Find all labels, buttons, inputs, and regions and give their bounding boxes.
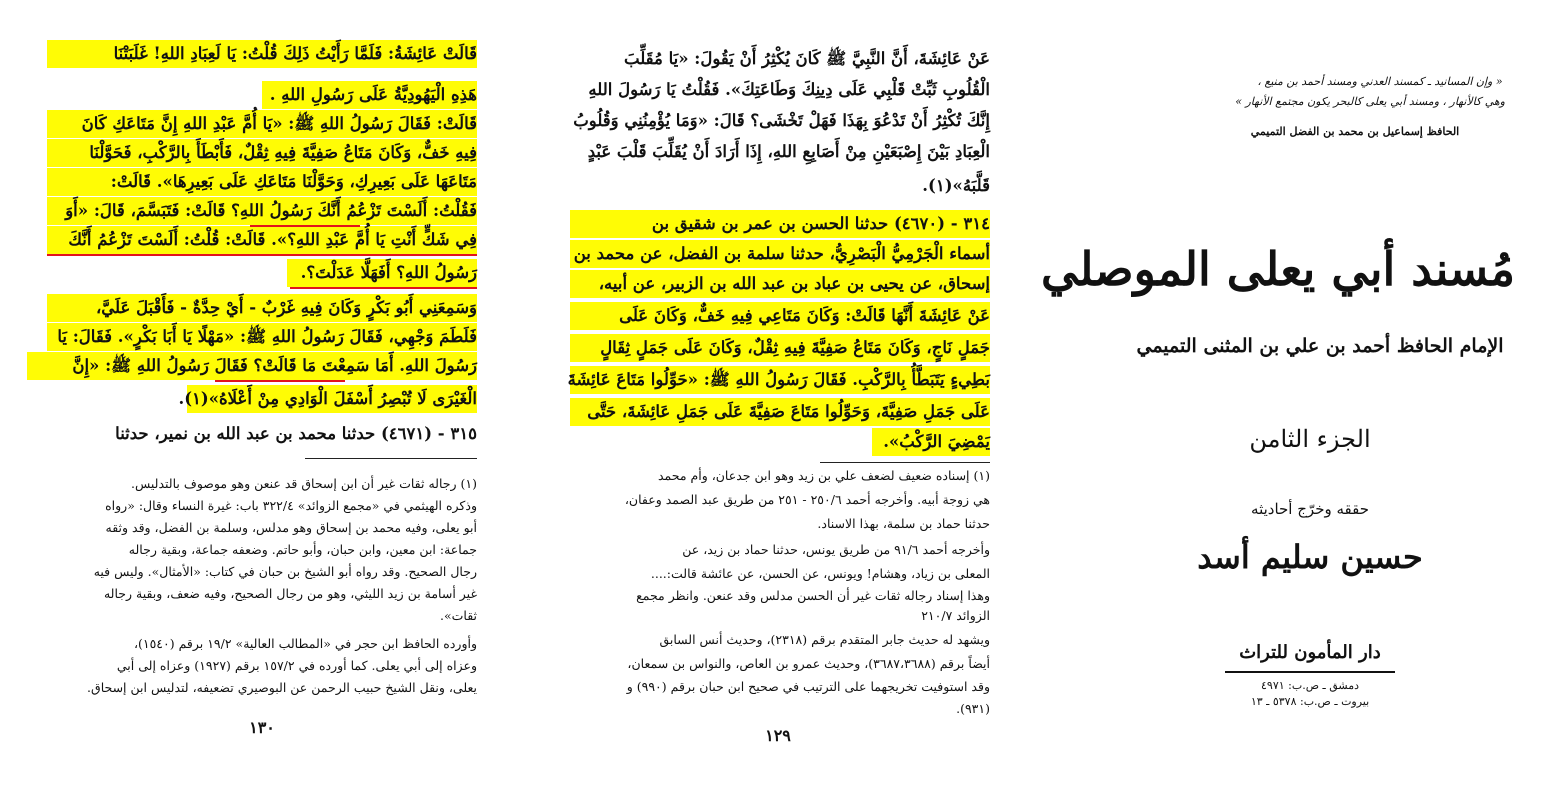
footnote-line: ويشهد له حديث جابر المتقدم برقم (٢٣١٨)، وحديث أنس السابق — [659, 632, 990, 647]
page-130 — [0, 0, 520, 797]
publisher-address: دمشق ـ ص.ب: ٤٩٧١ — [1261, 679, 1359, 692]
publisher-rule — [1225, 671, 1395, 673]
title-page — [1040, 0, 1556, 797]
page-number: ١٢٩ — [765, 726, 791, 745]
text-line: قَلَّبَهُ»(١). — [922, 176, 990, 195]
page-129 — [520, 0, 1045, 797]
text-line: الْغَيْرَى لَا تُبْصِرُ أَسْفَلَ الْوَادِي مِنْ أَعْلَاهُ»(١). — [187, 385, 477, 413]
footnote-line: وعزاه إلى أبي يعلى. كما أورده في ١٥٧/٢ برقم (١٩٢٧) وعزاه إلى أبي — [116, 658, 477, 673]
footnote-line: وقد استوفيت تخريجهما على الترتيب في صحيح ابن حبان برقم (٩٩٠) و — [626, 679, 990, 694]
footnote-line: أبو يعلى، وفيه محمد بن إسحاق وهو مدلس، وسلمة بن الفضل، وقد وثقه — [105, 520, 477, 535]
text-line: فَقُلْتُ: أَلَسْتَ تَزْعُمُ أَنَّكَ رَسُولُ اللهِ؟ قَالَتْ: فَتَبَسَّمَ، قَالَ: «أَوَ — [47, 197, 477, 225]
footnote-line: (١) رجاله ثقات غير أن ابن إسحاق قد عنعن وهو موصوف بالتدليس. — [130, 476, 477, 491]
publisher-name: دار المأمون للتراث — [1239, 642, 1381, 663]
tahqiq-label: حققه وخرّج أحاديثه — [1251, 500, 1369, 518]
editor-name: حسين سليم أسد — [1197, 538, 1423, 576]
imam-name: الإمام الحافظ أحمد بن علي بن المثنى التميمي — [1136, 335, 1504, 357]
footnote-line: (٩٣١). — [956, 701, 990, 716]
text-line: فِي شَكٍّ أَنْتِ يَا أُمَّ عَبْدِ اللهِ؟». قَالَتْ: قُلْتُ: أَلَسْتَ تَزْعُمُ أَنَّكَ — [47, 226, 477, 254]
book-title: مُسند أبي يعلى الموصلي — [1040, 242, 1515, 296]
hadith-heading: ٣١٤ - (٤٦٧٠) حدثنا الحسن بن عمر بن شقيق بن — [570, 210, 990, 238]
footnote-rule — [305, 458, 477, 459]
red-underline — [215, 380, 345, 382]
text-line: فَلَطَمَ وَجْهِي، فَقَالَ رَسُولُ اللهِ ﷺ: «مَهْلًا يَا أَبَا بَكْرٍ». فَقَالَ: يَا — [47, 323, 477, 351]
text-line: يَمْضِيَ الرَّكْبُ». — [872, 428, 990, 456]
text-line: جَمَلٍ نَاجٍ، وَكَانَ مَتَاعُ صَفِيَّةَ فِيهِ ثِقْلٌ، وَكَانَ عَلَى جَمَلٍ ثِقَالٍ — [570, 334, 990, 362]
footnote-line: جماعة: ابن معين، وابن حبان، وأبو حاتم. وضعفه جماعة، وبقية رجاله — [128, 542, 477, 557]
text-line: رَسُولَ اللهِ. أَمَا سَمِعْتَ مَا قَالَتْ؟ فَقَالَ رَسُولُ اللهِ ﷺ: «إِنَّ — [27, 352, 477, 380]
footnote-line: حدثنا حماد بن سلمة، بهذا الاسناد. — [817, 516, 990, 531]
footnote-line: هي زوجة أبيه. وأخرجه أحمد ٢٥٠/٦ - ٢٥١ من طريق عبد الصمد وعفان، — [624, 492, 990, 507]
quote-line: « وإن المسانيد ـ كمسند العدني ومسند أحمد بن منيع ، — [1257, 75, 1503, 88]
page-number: ١٣٠ — [249, 718, 275, 737]
footnote-line: المعلى بن زياد، وهشام! ويونس، عن الحسن، عن عائشة قالت:.... — [650, 566, 990, 581]
hadith-heading: ٣١٥ - (٤٦٧١) حدثنا محمد بن عبد الله بن نمير، حدثنا — [115, 424, 477, 443]
footnote-line: يعلى، ونقل الشيخ حبيب الرحمن عن البوصيري تضعيفه، لتدليس ابن إسحاق. — [87, 680, 477, 695]
text-line: إسحاق، عن يحيى بن عباد بن عبد الله بن الزبير، عن أبيه، — [570, 270, 990, 298]
text-line: إِنَّكَ تُكْثِرُ أَنْ تَدْعُوَ بِهَذَا فَهَلْ تَخْشَى؟ قَالَ: «وَمَا يُؤْمِنُنِي وَقُلُوبُ — [573, 111, 990, 130]
footnote-line: وهذا إسناد رجاله ثقات غير أن الحسن مدلس وقد عنعن. وانظر مجمع — [636, 588, 990, 603]
red-underline — [290, 287, 477, 289]
footnote-line: الزوائد ٢١٠/٧ — [921, 608, 990, 623]
text-line: رَسُولُ اللهِ؟ أَفَهَلَّا عَدَلْتَ؟. — [287, 259, 477, 287]
text-line: وَسَمِعَنِي أَبُو بَكْرٍ وَكَانَ فِيهِ غَرْبٌ - أَيْ حِدَّةٌ - فَأَقْبَلَ عَلَيَّ، — [47, 294, 477, 322]
quote-line: وهي كالأنهار ، ومسند أبي يعلى كالبحر يكون مجتمع الأنهار » — [1235, 95, 1505, 108]
text-line: عَلَى جَمَلِ صَفِيَّةَ، وَحَوِّلُوا مَتَاعَ صَفِيَّةَ عَلَى جَمَلِ عَائِشَةَ، حَتَّى — [570, 398, 990, 426]
footnote-line: وذكره الهيثمي في «مجمع الزوائد» ٣٢٢/٤ باب: غيرة النساء وقال: «رواه — [105, 498, 477, 513]
text-line: أسماء الْجَرْمِيُّ الْبَصْرِيُّ، حدثنا سلمة بن الفضل، عن محمد بن — [570, 240, 990, 268]
text-line: هَذِهِ الْيَهُودِيَّةُ عَلَى رَسُولِ اللهِ . — [262, 81, 477, 109]
footnote-line: رجال الصحيح. وقد رواه أبو الشيخ بن حبان في كتاب: «الأمثال». وليس فيه — [93, 564, 477, 579]
footnote-line: (١) إسناده ضعيف لضعف علي بن زيد وهو ابن جدعان، وأم محمد — [657, 468, 990, 483]
footnote-line: وأورده الحافظ ابن حجر في «المطالب العالية» ١٩/٢ برقم (١٥٤٠)، — [133, 636, 477, 651]
text-line: عَنْ عَائِشَةَ أَنَّهَا قَالَتْ: وَكَانَ مَتَاعِي فِيهِ خَفٌّ، وَكَانَ عَلَى — [570, 302, 990, 330]
volume-label: الجزء الثامن — [1249, 425, 1371, 453]
text-line: بَطِيءٍ يَتَبَطَّأُ بِالرَّكْبِ. فَقَالَ رَسُولُ اللهِ ﷺ: «حَوِّلُوا مَتَاعَ عَائِشَةَ — [570, 366, 990, 394]
publisher-address: بيروت ـ ص.ب: ٥٣٧٨ ـ ١٣ — [1250, 695, 1370, 708]
text-line: مَتَاعَهَا عَلَى بَعِيرِكِ، وَحَوَّلْنَا مَتَاعَكِ عَلَى بَعِيرِهَا». قَالَتْ: — [47, 168, 477, 196]
footnote-line: ثقات». — [440, 608, 477, 623]
footnote-line: أيضاً برقم (٣٦٨٧،٣٦٨٨)، وحديث عمرو بن العاص، والنواس بن سمعان، — [627, 656, 990, 671]
text-line: قَالَتْ: فَقَالَ رَسُولُ اللهِ ﷺ: «يَا أُمَّ عَبْدِ اللهِ إِنَّ مَتَاعَكِ كَانَ — [47, 110, 477, 138]
footnote-line: وأخرجه أحمد ٩١/٦ من طريق يونس، حدثنا حماد بن زيد، عن — [682, 542, 990, 557]
red-underline — [47, 254, 477, 256]
red-underline — [250, 225, 360, 227]
text-line: عَنْ عَائِشَةَ، أَنَّ النَّبِيَّ ﷺ كَانَ يُكْثِرُ أَنْ يَقُولَ: «يَا مُقَلِّبَ — [624, 49, 990, 68]
footnote-rule — [820, 462, 990, 463]
footnote-line: غير أسامة بن زيد الليثي، وهو من رجال الصحيح، وفيه ضعف، وبقية رجاله — [103, 586, 477, 601]
quote-attribution: الحافظ إسماعيل بن محمد بن الفضل التميمي — [1250, 125, 1460, 138]
text-line: قَالَتْ عَائِشَةُ: فَلَمَّا رَأَيْتُ ذَلِكَ قُلْتُ: يَا لَعِبَادِ اللهِ! غَلَبَتْنَا — [47, 40, 477, 68]
text-line: الْعِبَادِ بَيْنَ إِصْبَعَيْنِ مِنْ أَصَابِعِ اللهِ، إِذَا أَرَادَ أَنْ يُقَلِّبَ قَلْبَ عَبْدٍ — [587, 142, 990, 161]
text-line: فِيهِ خَفٌّ، وَكَانَ مَتَاعُ صَفِيَّةَ فِيهِ ثِقْلٌ، فَأَبْطَأَ بِالرَّكْبِ، فَحَوَّلْنَا — [47, 139, 477, 167]
text-line: الْقُلُوبِ ثَبِّتْ قَلْبِي عَلَى دِينِكَ وَطَاعَتِكَ». فَقُلْتُ يَا رَسُولَ اللهِ — [588, 80, 990, 99]
